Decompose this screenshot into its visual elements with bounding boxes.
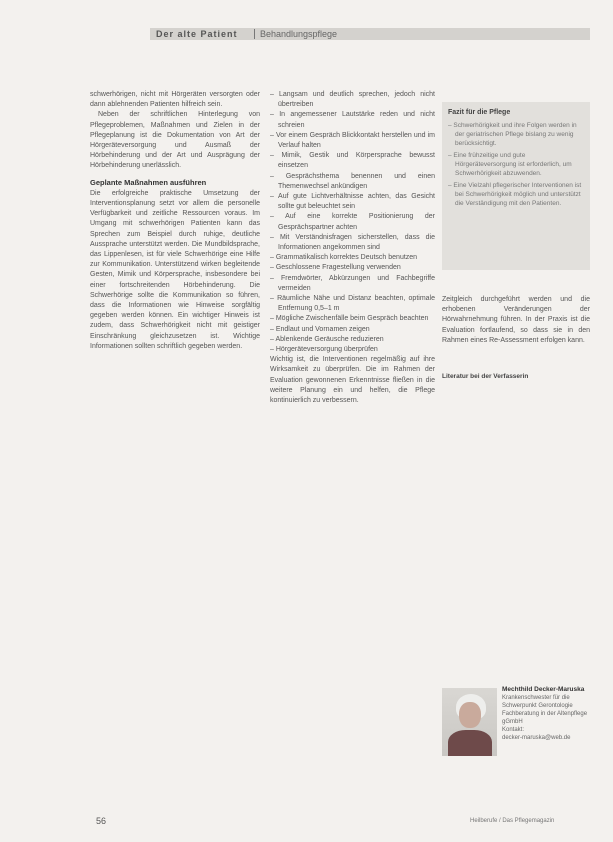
summary-item: – Eine Vielzahl pflegerischer Interventionen ist bei Schwerhörigkeit möglich und unterstützt die Verständigung mit den Patienten. [448,181,585,208]
list-item: – Endlaut und Vornamen zeigen [270,325,435,335]
author-line: Fachberatung in der Altenpflege [502,711,588,717]
list-item: – Mit Verständnisfragen sicherstellen, dass die Informationen angekommen sind [270,233,435,253]
col3-text: Zeitgleich durchgeführt werden und die erhobenen Veränderungen der Hörwahrnehmung führen. In der Praxis ist die Evaluation fortlaufend, so dass sie in den Rahmen eines Re-Assessment erfolgen kann. [442,296,590,344]
list-item: – Hörgeräteversorgung überprüfen [270,345,435,355]
list-item: – Langsam und deutlich sprechen, jedoch nicht übertreiben [270,90,435,110]
author-photo [442,688,497,756]
section-heading: Geplante Maßnahmen ausführen [90,177,207,187]
summary-item: – Eine frühzeitige und gute Hörgeräteversorgung ist erforderlich, um Schwerhörigkeit abzuwenden. [448,151,585,178]
list-item: – Mögliche Zwischenfälle beim Gespräch beachten [270,314,435,324]
list-item: – Räumliche Nähe und Distanz beachten, optimale Entfernung 0,5–1 m [270,294,435,314]
list-item: – Gesprächsthema benennen und einen Themenwechsel ankündigen [270,172,435,192]
col1-body: Die erfolgreiche praktische Umsetzung der Interventionsplanung setzt vor allem die personelle Verfügbarkeit und zeitliche Ressourcen voraus. Im Umgang mit schwerhörigen Patienten kann das Sprechen zum Beispiel durch ruhige, deutliche Aussprache unterstützt werden. Die Mundbildsprache, das Lippenlesen, ist für viele Schwerhörige eine Hilfe zur Kommunikation. Unterstützend wirken begleitende Gesten, Mimik und Körpersprache, insbesondere bei einer fortschreitenden Hörbehinderung. Die Schwerhörige sollte die Kommunikation so führen, dass die Informationen wie Hinweise sorgfältig gegeben werden können. Ein wichtiger Hinweis ist zudem, dass Schwerhörigkeit nicht mit geistiger Einschränkung gleichzusetzen ist. Wichtige Informationen sollten schriftlich gegeben werden. [90,189,260,350]
list-item: – Geschlossene Fragestellung verwenden [270,263,435,273]
summary-list [442,121,590,208]
list-item: – Fremdwörter, Abkürzungen und Fachbegriffe vermeiden [270,274,435,294]
list-item: – Auf eine korrekte Positionierung der Gesprächspartner achten [270,212,435,232]
summary-box [442,102,590,270]
literature-note: Literatur bei der Verfasserin [442,373,529,380]
author-email: decker-maruska@web.de [502,735,571,741]
footer-text: Heilberufe / Das Pflegemagazin [470,818,555,824]
author-name: Mechthild Decker-Maruska [502,686,585,693]
col1-intro: schwerhörigen, nicht mit Hörgeräten versorgten oder dann ablehnenden Patienten hilfreich sein. [90,91,260,109]
column-right [442,295,590,346]
col2-outro: Wichtig ist, die Interventionen regelmäßig auf ihre Wirksamkeit zu überprüfen. Die im Rahmen der Evaluation gewonnenen Erkenntnisse fließen in die weitere Planung ein und helfen, die Pflege kontinuierlich zu verbessern. [270,356,435,405]
list-item: – In angemessener Lautstärke reden und nicht schreien [270,110,435,130]
author-line: Kontakt: [502,727,525,733]
author-line: Krankenschwester für die Schwerpunkt Gerontologie [502,695,573,709]
page-number: 56 [96,816,107,826]
author-line: gGmbH [502,719,523,725]
list-item: – Grammatikalisch korrektes Deutsch benutzen [270,253,435,263]
col1-paragraph: Neben der schriftlichen Hinterlegung von Pflegeproblemen, Maßnahmen und Zielen in der Pflegeplanung ist die Dokumentation von Art der Hörgeräteversorgung und Ausmaß der Hörbehinderung und der Art und Ausprägung der Hörbehinderung unerlässlich. [90,111,260,170]
list-item: – Ablenkende Geräusche reduzieren [270,335,435,345]
header-section: Der alte Patient [156,29,238,39]
list-item: – Auf gute Lichtverhältnisse achten, das Gesicht sollte gut beleuchtet sein [270,192,435,212]
list-item: – Mimik, Gestik und Körpersprache bewusst einsetzen [270,151,435,171]
photo-face [459,702,481,728]
column-middle [270,90,435,406]
summary-title: Fazit für die Pflege [448,109,511,116]
header-topic: Behandlungspflege [260,29,338,39]
summary-item: – Schwerhörigkeit und ihre Folgen werden in der geriatrischen Pflege bislang zu wenig berücksichtigt. [448,121,585,148]
header-separator [254,29,255,39]
recommendation-list [270,90,435,355]
photo-torso [448,730,492,756]
column-left [90,90,260,352]
list-item: – Vor einem Gespräch Blickkontakt herstellen und im Verlauf halten [270,131,435,151]
author-info [502,686,597,742]
